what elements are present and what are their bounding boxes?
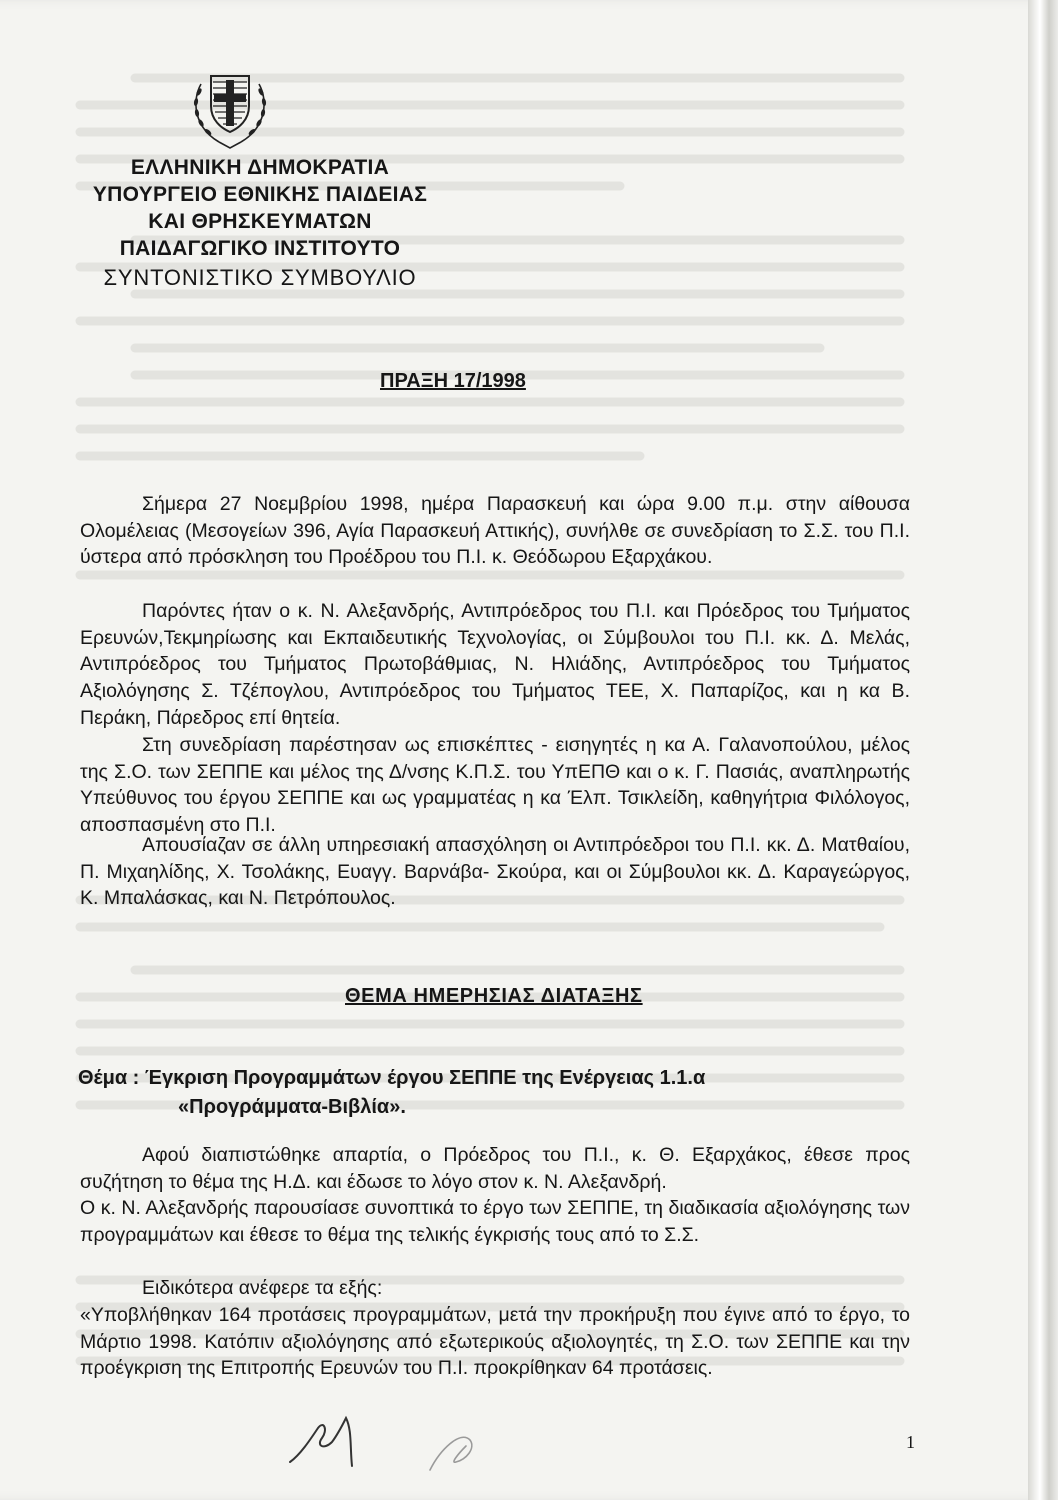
paragraph-proposals: «Υποβλήθηκαν 164 προτάσεις προγραμμάτων, μετά την προκήρυξη που έγινε από το έργο, το Μάρτιο 1998. Κατόπιν αξιολόγησης από εξωτερικούς αξιολογητές, τη Σ.Ο. των ΣΕΠΠΕ και την προέγκριση της Επιτροπής Ερευνών του Π.Ι. προκρίθηκαν 64 προτάσεις.: [80, 1304, 910, 1380]
subject-line-2: «Προγράμματα-Βιβλία».: [178, 1096, 406, 1118]
page-number: 1: [906, 1432, 915, 1452]
letterhead-ministry-cont: ΚΑΙ ΘΡΗΣΚΕΥΜΑΤΩΝ: [148, 210, 372, 233]
agenda-title: ΘΕΜΑ ΗΜΕΡΗΣΙΑΣ ΔΙΑΤΑΞΗΣ: [345, 985, 643, 1007]
act-title: ΠΡΑΞΗ 17/1998: [380, 370, 526, 392]
letterhead-ministry: ΥΠΟΥΡΓΕΙΟ ΕΘΝΙΚΗΣ ΠΑΙΔΕΙΑΣ: [92, 183, 428, 206]
greek-emblem-icon: [187, 62, 273, 152]
letterhead: [60, 154, 460, 291]
paragraph-absentees: Απουσίαζαν σε άλλη υπηρεσιακή απασχόληση οι Αντιπρόεδροι του Π.Ι. κκ. Δ. Ματθαίου, Π. Μιχαηλίδης, Χ. Τσολάκης, Ευαγγ. Βαρνάβα- Σκούρα, και οι Σύμβουλοι κκ. Δ. Καραγεώργος, Κ. Μπαλάσκας, και Ν. Πετρόπουλος.: [80, 834, 910, 910]
paragraph-quorum: Αφού διαπιστώθηκε απαρτία, ο Πρόεδρος του Π.Ι., κ. Θ. Εξαρχάκος, έθεσε προς συζήτηση το θέμα της Η.Δ. και έδωσε το λόγο στον κ. Ν. Αλεξανδρή.: [80, 1144, 910, 1193]
paragraph-presentation: Ο κ. Ν. Αλεξανδρής παρουσίασε συνοπτικά το έργο των ΣΕΠΠΕ, τη διαδικασία αξιολόγησης των προγραμμάτων και έθεσε το θέμα της τελικής έγκρισής τους από το Σ.Σ.: [80, 1197, 910, 1246]
paragraph-guests: Στη συνεδρίαση παρέστησαν ως επισκέπτες - εισηγητές η κα Α. Γαλανοπούλου, μέλος της Σ.Ο. των ΣΕΠΠΕ και μέλος της Δ/νσης Κ.Π.Σ. του ΥπΕΠΘ και ο κ. Γ. Πασιάς, αναπληρωτής Υπεύθυνος του έργου ΣΕΠΠΕ και ως γραμματέας η κα Έλπ. Τσικλείδη, καθηγήτρια Φιλόλογος, αποσπασμένη στο Π.Ι.: [80, 734, 910, 837]
paragraph-specifics: Ειδικότερα ανέφερε τα εξής:: [142, 1277, 383, 1299]
letterhead-institute: ΠΑΙΔΑΓΩΓΙΚΟ ΙΝΣΤΙΤΟΥΤΟ: [119, 237, 401, 260]
subject-line-1: Θέμα : Έγκριση Προγραμμάτων έργου ΣΕΠΠΕ της Ενέργειας 1.1.α: [78, 1067, 706, 1089]
paragraph-meeting-opening: Σήμερα 27 Νοεμβρίου 1998, ημέρα Παρασκευή και ώρα 9.00 π.μ. στην αίθουσα Ολομέλειας (Μεσογείων 396, Αγία Παρασκευή Αττικής), συνήλθε σε συνεδρίαση το Σ.Σ. του Π.Ι. ύστερα από πρόσκληση του Προέδρου του Π.Ι. κ. Θεόδωρου Εξαρχάκου.: [80, 493, 910, 569]
handwritten-initials: [280, 1400, 520, 1480]
subject-heading: [78, 1064, 705, 1122]
page-edge: [1028, 0, 1058, 1500]
letterhead-republic: ΕΛΛΗΝΙΚΗ ΔΗΜΟΚΡΑΤΙΑ: [130, 156, 390, 179]
letterhead-council: ΣΥΝΤΟΝΙΣΤΙΚΟ ΣΥΜΒΟΥΛΙΟ: [103, 265, 417, 290]
paragraph-attendees: Παρόντες ήταν ο κ. Ν. Αλεξανδρής, Αντιπρόεδρος του Π.Ι. και Πρόεδρος του Τμήματος Ερευνών,Τεκμηρίωσης και Εκπαιδευτικής Τεχνολογίας, οι Σύμβουλοι του Π.Ι. κκ. Δ. Μελάς, Αντιπρόεδρος του Τμήματος Πρωτοβάθμιας, Ν. Ηλιάδης, Αντιπρόεδρος του Τμήματος Αξιολόγησης Σ. Τζέπογλου, Αντιπρόεδρος του Τμήματος ΤΕΕ, Χ. Παπαρίζος, και η κα Β. Περάκη, Πάρεδρος επί θητεία.: [80, 600, 910, 729]
